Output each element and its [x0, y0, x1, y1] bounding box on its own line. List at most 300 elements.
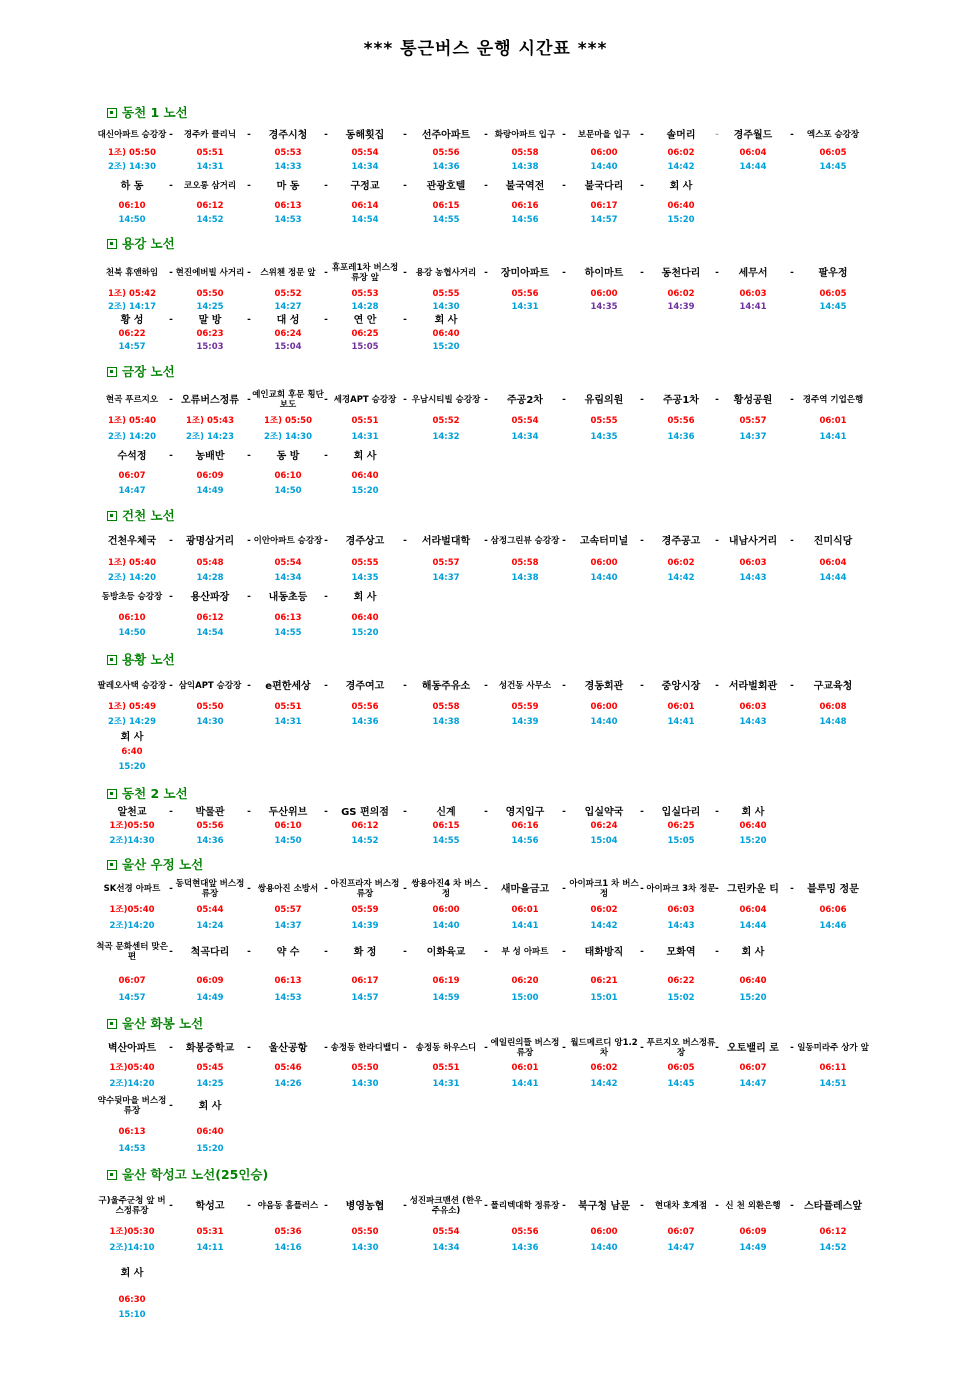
time-shift1: 05:55 [351, 558, 379, 568]
time-shift1: 06:20 [511, 976, 539, 986]
time-shift1: 05:36 [274, 1227, 302, 1237]
stop-name: 경주상고 [345, 535, 385, 547]
time-shift1: 06:00 [590, 1227, 618, 1237]
stop-name: 성진파크맨션 (한우주유소) [409, 1196, 483, 1216]
time-shift1: 06:05 [819, 148, 847, 158]
page-title: *** 통근버스 운행 시간표 *** [363, 39, 608, 59]
time-shift1: 05:59 [351, 905, 379, 915]
separator-dash: - [640, 1201, 644, 1211]
stop-name: 용산파장 [190, 591, 230, 603]
time-shift2: 14:35 [351, 573, 379, 583]
stop-name: 월드메르디 앙1.2차 [570, 1038, 638, 1058]
stop-name: 화랑아파트 입구 [494, 130, 556, 140]
separator-dash: - [640, 884, 644, 894]
time-shift1: 05:44 [196, 905, 224, 915]
time-shift2: 15:20 [739, 836, 767, 846]
time-shift2: 14:41 [739, 302, 767, 312]
time-shift2: 14:34 [511, 432, 539, 442]
time-shift2: 14:35 [590, 432, 618, 442]
time-shift1: 06:03 [667, 905, 695, 915]
separator-dash: - [562, 681, 566, 691]
time-shift1: 06:01 [667, 702, 695, 712]
square-bullet-icon [107, 860, 117, 870]
stop-name: 박물관 [195, 806, 225, 818]
stop-name: 내동초등 [268, 591, 308, 603]
time-shift1: 06:23 [196, 329, 224, 339]
stop-name: 장미아파트 [500, 267, 550, 279]
time-shift1: 05:31 [196, 1227, 224, 1237]
time-shift1: 06:12 [351, 821, 379, 831]
time-shift1: 06:22 [667, 976, 695, 986]
separator-dash: - [247, 681, 251, 691]
time-shift2: 14:48 [819, 717, 847, 727]
time-shift1: 05:45 [196, 1063, 224, 1073]
time-shift1: 06:13 [274, 201, 302, 211]
separator-dash: - [562, 130, 566, 140]
time-shift2: 2조) 14:30 [107, 162, 157, 172]
stop-name: 현대차 호계점 [654, 1201, 708, 1211]
stop-name: 서라벌대학 [421, 535, 471, 547]
time-shift2: 14:50 [118, 215, 146, 225]
time-shift1: 05:50 [196, 289, 224, 299]
time-shift1: 1조) 05:49 [107, 702, 157, 712]
time-shift2: 14:24 [196, 921, 224, 931]
time-shift2: 14:38 [511, 573, 539, 583]
stop-name: 팔레오사택 승강장 [97, 681, 167, 691]
time-shift2: 15:20 [196, 1144, 224, 1154]
time-shift1: 06:00 [432, 905, 460, 915]
stop-name: 세경APT 승강장 [333, 395, 397, 405]
separator-dash: - [790, 536, 794, 546]
stop-name: 구정교 [350, 180, 380, 192]
separator-dash: - [169, 884, 173, 894]
separator-dash: - [640, 181, 644, 191]
route-title [107, 1017, 203, 1031]
time-shift1: 06:00 [590, 289, 618, 299]
stop-name: 코오롱 삼거리 [183, 181, 237, 191]
separator-dash: - [324, 807, 328, 817]
stop-name: 야음동 홈플러스 [257, 1201, 319, 1211]
time-shift2: 14:42 [590, 921, 618, 931]
separator-dash: - [640, 807, 644, 817]
time-shift1: 06:25 [351, 329, 379, 339]
separator-dash: - [640, 268, 644, 278]
time-shift2: 15:20 [667, 215, 695, 225]
time-shift1: 05:56 [511, 1227, 539, 1237]
time-shift2: 14:28 [196, 573, 224, 583]
time-shift1: 06:40 [351, 471, 379, 481]
stop-name: 세무서 [738, 267, 768, 279]
time-shift1: 06:01 [511, 1063, 539, 1073]
separator-dash: - [790, 681, 794, 691]
time-shift1: 06:21 [590, 976, 618, 986]
separator-dash: - [324, 268, 328, 278]
stop-name: 벽산아파트 [107, 1042, 157, 1054]
separator-dash: - [484, 130, 488, 140]
time-shift1: 05:51 [351, 416, 379, 426]
time-shift1: 06:00 [590, 702, 618, 712]
route-title [107, 106, 188, 120]
time-shift2: 15:02 [667, 993, 695, 1003]
separator-dash: - [715, 268, 719, 278]
time-shift1: 05:57 [432, 558, 460, 568]
time-shift2: 14:39 [351, 921, 379, 931]
stop-name: 황 성 [120, 314, 144, 326]
stop-name: 블루밍 정문 [807, 883, 859, 895]
time-shift1: 06:16 [511, 821, 539, 831]
stop-name: 아진프라자 버스정류장 [330, 879, 400, 899]
time-shift2: 14:42 [667, 162, 695, 172]
time-shift1: 05:57 [739, 416, 767, 426]
time-shift1: 06:01 [819, 416, 847, 426]
route-title [107, 787, 188, 801]
time-shift2: 15:04 [590, 836, 618, 846]
separator-dash: - [790, 1201, 794, 1211]
time-shift2: 14:11 [196, 1243, 224, 1253]
stop-name: 현진에버빌 사거리 [175, 268, 245, 278]
time-shift1: 05:50 [196, 702, 224, 712]
time-shift2: 14:31 [351, 432, 379, 442]
stop-name: 동천다리 [661, 267, 701, 279]
time-shift1: 06:13 [274, 613, 302, 623]
time-shift1: 05:52 [432, 416, 460, 426]
time-shift2: 14:31 [432, 1079, 460, 1089]
stop-name: 우남시티빌 승강장 [411, 395, 481, 405]
time-shift1: 06:09 [196, 471, 224, 481]
time-shift2: 2조) 14:29 [107, 717, 157, 727]
time-shift1: 06:15 [432, 821, 460, 831]
time-shift2: 14:41 [819, 432, 847, 442]
time-shift1: 06:09 [739, 1227, 767, 1237]
time-shift1: 06:12 [196, 201, 224, 211]
stop-name: 솔머리 [666, 129, 696, 141]
stop-name: 하 동 [120, 180, 144, 192]
time-shift1: 1조) 05:50 [107, 148, 157, 158]
separator-dash: - [169, 268, 173, 278]
time-shift1: 1조) 05:50 [263, 416, 313, 426]
separator-dash: - [247, 181, 251, 191]
separator-dash: - [169, 315, 173, 325]
separator-dash: - [715, 1201, 719, 1211]
time-shift1: 1조) 05:40 [107, 558, 157, 568]
time-shift2: 14:50 [274, 836, 302, 846]
separator-dash: - [484, 181, 488, 191]
time-shift1: 06:17 [351, 976, 379, 986]
separator-dash: - [790, 268, 794, 278]
separator-dash: - [562, 807, 566, 817]
separator-dash: - [169, 1201, 173, 1211]
time-shift2: 14:53 [274, 993, 302, 1003]
time-shift1: 05:56 [351, 702, 379, 712]
stop-name: 엑스포 승강장 [806, 130, 860, 140]
stop-name: 천북 휴앤하임 [105, 268, 159, 278]
time-shift2: 2조)14:20 [109, 1079, 155, 1089]
time-shift2: 14:32 [432, 432, 460, 442]
time-shift2: 14:25 [196, 1079, 224, 1089]
time-shift1: 05:59 [511, 702, 539, 712]
separator-dash: - [484, 536, 488, 546]
time-shift1: 06:07 [739, 1063, 767, 1073]
time-shift1: 06:02 [667, 289, 695, 299]
route-name: 울산 학성고 노선(25인승) [122, 1167, 269, 1182]
stop-name: 모화역 [666, 946, 696, 958]
time-shift2: 15:20 [118, 762, 146, 772]
time-shift2: 15:20 [351, 628, 379, 638]
time-shift2: 14:37 [739, 432, 767, 442]
stop-name: 북구청 남문 [578, 1200, 630, 1212]
time-shift2: 14:55 [274, 628, 302, 638]
time-shift2: 14:47 [739, 1079, 767, 1089]
time-shift1: 05:54 [511, 416, 539, 426]
stop-name: 화 정 [353, 946, 377, 958]
stop-name: 선주아파트 [421, 129, 471, 141]
stop-name: 이안아파트 승강장 [253, 536, 323, 546]
time-shift2: 14:53 [274, 215, 302, 225]
time-shift2: 14:26 [274, 1079, 302, 1089]
time-shift1: 06:04 [739, 148, 767, 158]
time-shift1: 06:30 [118, 1295, 146, 1305]
stop-name: 주공2차 [507, 394, 543, 406]
stop-name: 쌍용아진4 차 버스정 [411, 879, 481, 899]
time-shift2: 14:50 [118, 628, 146, 638]
time-shift1: 06:40 [432, 329, 460, 339]
time-shift2: 14:57 [118, 342, 146, 352]
time-shift1: 06:40 [667, 201, 695, 211]
time-shift1: 06:10 [274, 471, 302, 481]
time-shift1: 05:46 [274, 1063, 302, 1073]
time-shift2: 15:05 [351, 342, 379, 352]
time-shift2: 14:54 [351, 215, 379, 225]
stop-name: 회 사 [434, 314, 458, 326]
time-shift2: 15:03 [196, 342, 224, 352]
time-shift2: 14:55 [432, 836, 460, 846]
separator-dash: - [640, 130, 644, 140]
separator-dash: - [403, 130, 407, 140]
separator-dash: - [247, 315, 251, 325]
time-shift1: 05:56 [511, 289, 539, 299]
separator-dash: - [484, 947, 488, 957]
time-shift2: 14:52 [196, 215, 224, 225]
time-shift1: 05:51 [196, 148, 224, 158]
time-shift2: 14:42 [667, 573, 695, 583]
separator-dash: - [562, 884, 566, 894]
time-shift1: 06:10 [274, 821, 302, 831]
stop-name: 경주역 기업은행 [802, 395, 864, 405]
time-shift2: 14:45 [819, 162, 847, 172]
stop-name: 회 사 [120, 731, 144, 743]
separator-dash: - [247, 592, 251, 602]
stop-name: 수석정 [117, 450, 147, 462]
square-bullet-icon [107, 108, 117, 118]
stop-name: 동방초등 승강장 [101, 592, 163, 602]
stop-name: 휴포레1차 버스정류장 앞 [331, 263, 399, 283]
time-shift1: 1조)05:30 [109, 1227, 155, 1237]
stop-name: 폴리텍대학 정류장 [490, 1201, 560, 1211]
time-shift2: 14:34 [351, 162, 379, 172]
time-shift1: 05:53 [351, 289, 379, 299]
time-shift2: 14:55 [432, 215, 460, 225]
time-shift1: 06:16 [511, 201, 539, 211]
time-shift2: 14:40 [590, 1243, 618, 1253]
separator-dash: - [640, 395, 644, 405]
stop-name: 현곡 푸르지오 [105, 395, 159, 405]
time-shift1: 05:54 [351, 148, 379, 158]
separator-dash: - [715, 947, 719, 957]
stop-name: 회 사 [741, 806, 765, 818]
separator-dash: - [403, 1201, 407, 1211]
stop-name: 불국역전 [505, 180, 545, 192]
stop-name: 삼익APT 승강장 [178, 681, 242, 691]
time-shift1: 06:24 [274, 329, 302, 339]
time-shift2: 14:46 [819, 921, 847, 931]
time-shift1: 05:52 [274, 289, 302, 299]
separator-dash: - [484, 268, 488, 278]
stop-name: 주공1차 [663, 394, 699, 406]
time-shift1: 1조)05:50 [109, 821, 155, 831]
stop-name: 스타플레스앞 [804, 1200, 862, 1212]
separator-dash: - [324, 181, 328, 191]
stop-name: 신계 [436, 806, 456, 818]
time-shift1: 06:14 [351, 201, 379, 211]
time-shift1: 05:54 [432, 1227, 460, 1237]
stop-name: 푸르지오 버스정류장 [646, 1038, 716, 1058]
time-shift2: 14:36 [432, 162, 460, 172]
time-shift1: 06:24 [590, 821, 618, 831]
time-shift2: 2조) 14:17 [107, 302, 157, 312]
separator-dash: - [247, 1201, 251, 1211]
time-shift2: 14:47 [667, 1243, 695, 1253]
time-shift1: 06:13 [274, 976, 302, 986]
stop-name: 화봉중학교 [185, 1042, 235, 1054]
separator-dash: - [715, 130, 719, 140]
stop-name: 부 성 아파트 [501, 947, 549, 957]
stop-name: 새마을금고 [500, 883, 550, 895]
time-shift2: 14:50 [274, 486, 302, 496]
time-shift2: 14:57 [118, 993, 146, 1003]
separator-dash: - [324, 315, 328, 325]
separator-dash: - [247, 884, 251, 894]
time-shift2: 14:27 [274, 302, 302, 312]
time-shift2: 14:37 [432, 573, 460, 583]
stop-name: 농배반 [195, 450, 225, 462]
route-title [107, 1168, 268, 1182]
time-shift2: 14:41 [511, 921, 539, 931]
route-title [107, 365, 175, 379]
time-shift1: 05:58 [432, 702, 460, 712]
stop-name: 회 사 [120, 1267, 144, 1279]
time-shift1: 06:40 [196, 1127, 224, 1137]
separator-dash: - [247, 1043, 251, 1053]
time-shift2: 14:57 [351, 993, 379, 1003]
time-shift1: 1조) 05:40 [107, 416, 157, 426]
separator-dash: - [247, 536, 251, 546]
separator-dash: - [562, 395, 566, 405]
separator-dash: - [484, 681, 488, 691]
route-name: 동천 2 노선 [122, 786, 188, 801]
stop-name: 스위첸 정문 앞 [260, 268, 316, 278]
separator-dash: - [324, 884, 328, 894]
time-shift2: 14:43 [667, 921, 695, 931]
route-name: 동천 1 노선 [122, 105, 188, 120]
separator-dash: - [403, 807, 407, 817]
separator-dash: - [715, 1043, 719, 1053]
stop-name: 쌍용아진 소방서 [257, 884, 319, 894]
stop-name: GS 편의점 [341, 806, 389, 818]
time-shift1: 06:04 [819, 558, 847, 568]
time-shift2: 14:30 [351, 1243, 379, 1253]
time-shift1: 05:54 [274, 558, 302, 568]
separator-dash: - [247, 451, 251, 461]
time-shift2: 14:45 [667, 1079, 695, 1089]
time-shift2: 15:00 [511, 993, 539, 1003]
time-shift2: 14:52 [819, 1243, 847, 1253]
time-shift2: 14:25 [196, 302, 224, 312]
time-shift2: 14:39 [511, 717, 539, 727]
stop-name: 내남사거리 [728, 535, 778, 547]
time-shift1: 06:02 [590, 905, 618, 915]
time-shift2: 14:49 [739, 1243, 767, 1253]
time-shift1: 05:53 [274, 148, 302, 158]
stop-name: 성건동 사무소 [498, 681, 552, 691]
time-shift2: 14:16 [274, 1243, 302, 1253]
square-bullet-icon [107, 789, 117, 799]
time-shift1: 06:12 [819, 1227, 847, 1237]
route-name: 울산 화봉 노선 [122, 1016, 204, 1031]
stop-name: 회 사 [198, 1100, 222, 1112]
time-shift2: 14:36 [511, 1243, 539, 1253]
stop-name: 경동회관 [584, 680, 624, 692]
time-shift1: 06:11 [819, 1063, 847, 1073]
separator-dash: - [640, 681, 644, 691]
time-shift1: 06:40 [351, 613, 379, 623]
separator-dash: - [247, 807, 251, 817]
separator-dash: - [247, 268, 251, 278]
stop-name: 그린카운 티 [727, 883, 779, 895]
stop-name: SK선경 아파트 [103, 884, 161, 894]
stop-name: 신 천 외환은행 [725, 1201, 781, 1211]
time-shift1: 06:15 [432, 201, 460, 211]
time-shift2: 14:43 [739, 573, 767, 583]
separator-dash: - [562, 1043, 566, 1053]
separator-dash: - [324, 947, 328, 957]
separator-dash: - [324, 395, 328, 405]
separator-dash: - [403, 681, 407, 691]
time-shift2: 14:44 [739, 162, 767, 172]
separator-dash: - [169, 1043, 173, 1053]
stop-name: 경주공고 [661, 535, 701, 547]
stop-name: 삼정그린뷰 승강장 [490, 536, 560, 546]
time-shift1: 06:19 [432, 976, 460, 986]
time-shift2: 14:44 [819, 573, 847, 583]
time-shift1: 06:09 [196, 976, 224, 986]
time-shift1: 06:03 [739, 702, 767, 712]
time-shift1: 06:02 [667, 558, 695, 568]
time-shift2: 15:05 [667, 836, 695, 846]
time-shift1: 06:10 [118, 613, 146, 623]
stop-name: 알천교 [117, 806, 147, 818]
stop-name: 말 방 [198, 314, 222, 326]
separator-dash: - [324, 536, 328, 546]
stop-name: 아이파크 3차 정문 [646, 884, 716, 894]
square-bullet-icon [107, 367, 117, 377]
stop-name: 이화육교 [426, 946, 466, 958]
separator-dash: - [324, 451, 328, 461]
time-shift2: 14:28 [351, 302, 379, 312]
time-shift2: 14:36 [351, 717, 379, 727]
stop-name: 동해횟집 [345, 129, 385, 141]
time-shift2: 14:56 [511, 836, 539, 846]
separator-dash: - [403, 181, 407, 191]
